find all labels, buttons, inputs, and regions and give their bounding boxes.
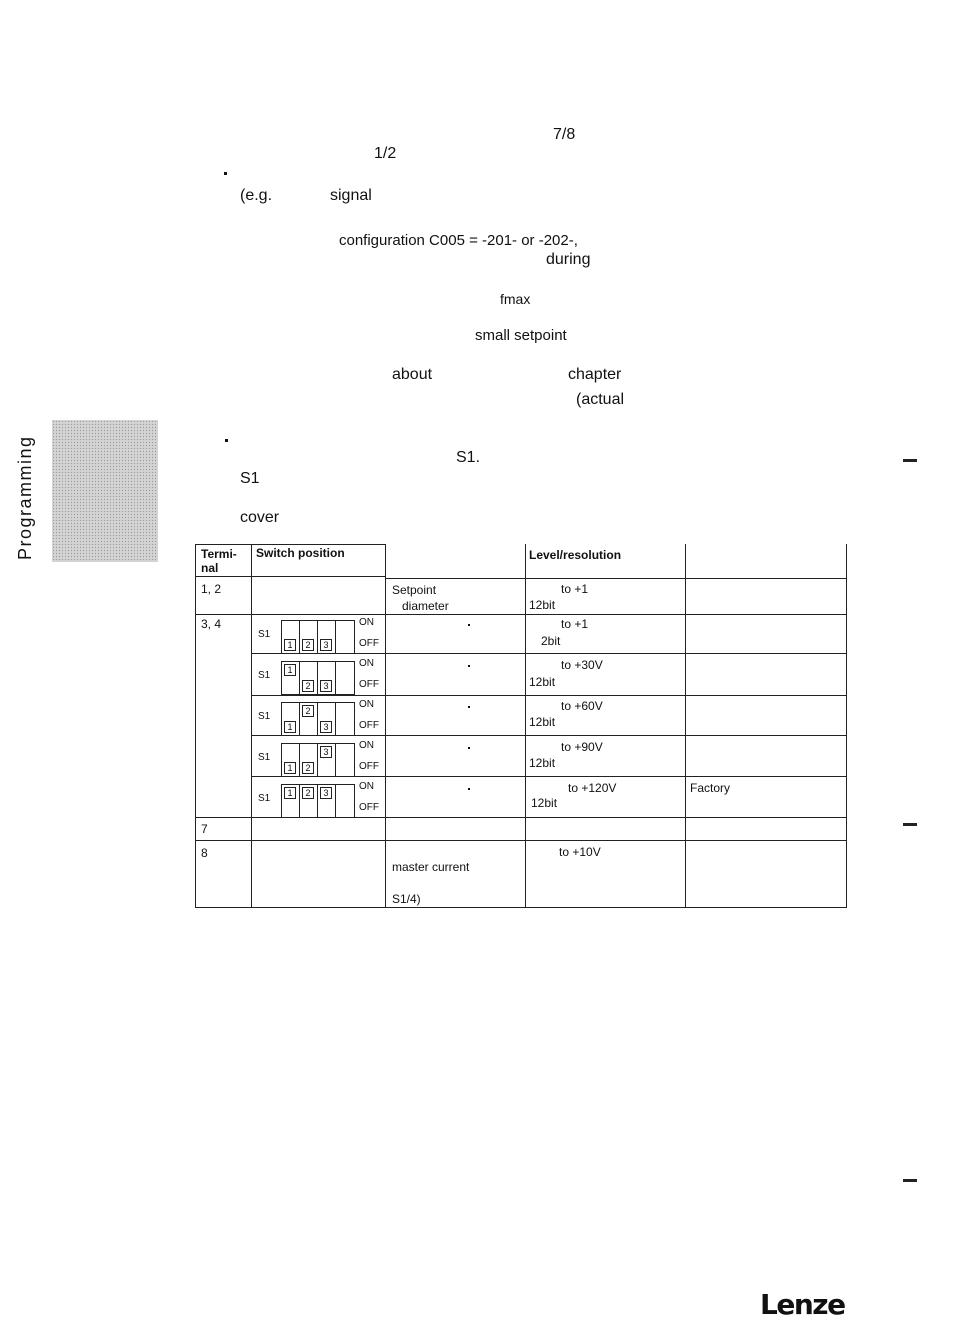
level-cell: to +90V [561,740,603,754]
dip-switch-3: 3 [320,787,332,799]
body-text-fragment: about [392,366,433,383]
description-cell: master current [392,860,470,874]
dip-switch-2: 2 [302,680,314,692]
dip-off-label: OFF [359,761,379,772]
resolution-cell: 12bit [529,675,556,689]
level-cell: to +1 [561,617,589,631]
header-terminal: Termi- nal [201,547,237,575]
dip-on-label: ON [359,617,374,628]
switch-s1-label: S1 [258,629,271,640]
description-cell: S1/4) [392,892,421,906]
terminal-cell: 8 [201,846,208,860]
dip-on-label: ON [359,781,374,792]
dip-switch-1: 1 [284,639,296,651]
dip-switch-3: 3 [320,680,332,692]
level-cell: to +30V [561,658,603,672]
resolution-cell: 12bit [529,598,556,612]
bullet [468,788,470,790]
body-text-fragment: signal [330,187,372,204]
header-switch-position: Switch position [256,546,345,560]
body-text-fragment: (actual [576,391,625,408]
bullet [225,439,228,442]
level-cell: to +10V [559,845,601,859]
dip-switch-s1 [281,699,379,737]
dip-on-label: ON [359,699,374,710]
header-level-resolution: Level/resolution [529,548,622,562]
dip-switch-3: 3 [320,639,332,651]
dip-off-label: OFF [359,720,379,731]
dip-switch-s1 [281,740,379,778]
dip-on-label: ON [359,658,374,669]
dip-off-label: OFF [359,679,379,690]
dip-switch-1: 1 [284,664,296,676]
bullet [468,706,470,708]
dip-switch-2: 2 [302,762,314,774]
body-text-fragment: S1. [456,449,481,466]
dip-switch-2: 2 [302,639,314,651]
description-cell: Setpoint [392,583,437,597]
body-text-fragment: cover [240,509,280,526]
body-text-fragment: (e.g. [240,187,273,204]
bullet [224,172,227,175]
dip-switch-1: 1 [284,721,296,733]
level-cell: to +1 [561,582,589,596]
terminal-table [195,544,847,908]
body-text-fragment: fmax [500,291,531,307]
description-cell: diameter [402,599,449,613]
resolution-cell: 12bit [531,796,558,810]
dip-switch-s1 [281,617,379,655]
dip-off-label: OFF [359,638,379,649]
switch-s1-label: S1 [258,670,271,681]
level-cell: to +60V [561,699,603,713]
dip-switch-s1 [281,658,379,696]
section-tab-label: Programming [15,435,35,560]
dip-off-label: OFF [359,802,379,813]
bullet [468,747,470,749]
margin-mark [903,1179,917,1182]
dip-switch-2: 2 [302,787,314,799]
body-text-fragment: 7/8 [553,126,576,143]
dip-on-label: ON [359,740,374,751]
switch-s1-label: S1 [258,752,271,763]
dip-switch-1: 1 [284,787,296,799]
resolution-cell: 12bit [529,715,556,729]
body-text-fragment: during [546,251,591,268]
bullet [468,624,470,626]
resolution-cell: 12bit [529,756,556,770]
dip-switch-3: 3 [320,721,332,733]
body-text-fragment: 1/2 [374,145,397,162]
section-tab-pattern [52,420,158,562]
switch-s1-label: S1 [258,711,271,722]
margin-mark [903,823,917,826]
dip-switch-s1 [281,781,379,819]
level-cell: to +120V [568,781,617,795]
note-cell: Factory [690,781,731,795]
switch-s1-label: S1 [258,793,271,804]
terminal-cell: 3, 4 [201,617,222,631]
body-text-fragment: configuration C005 = -201- or -202-, [339,232,578,249]
dip-switch-3: 3 [320,746,332,758]
bullet [468,665,470,667]
body-text-fragment: small setpoint [475,327,567,344]
terminal-cell: 7 [201,822,208,836]
terminal-cell: 1, 2 [201,582,222,596]
lenze-logo: Lenze [760,1288,845,1321]
dip-switch-2: 2 [302,705,314,717]
margin-mark [903,459,917,462]
body-text-fragment: S1 [240,470,260,487]
body-text-fragment: chapter [568,366,622,383]
dip-switch-1: 1 [284,762,296,774]
resolution-cell: 2bit [541,634,561,648]
